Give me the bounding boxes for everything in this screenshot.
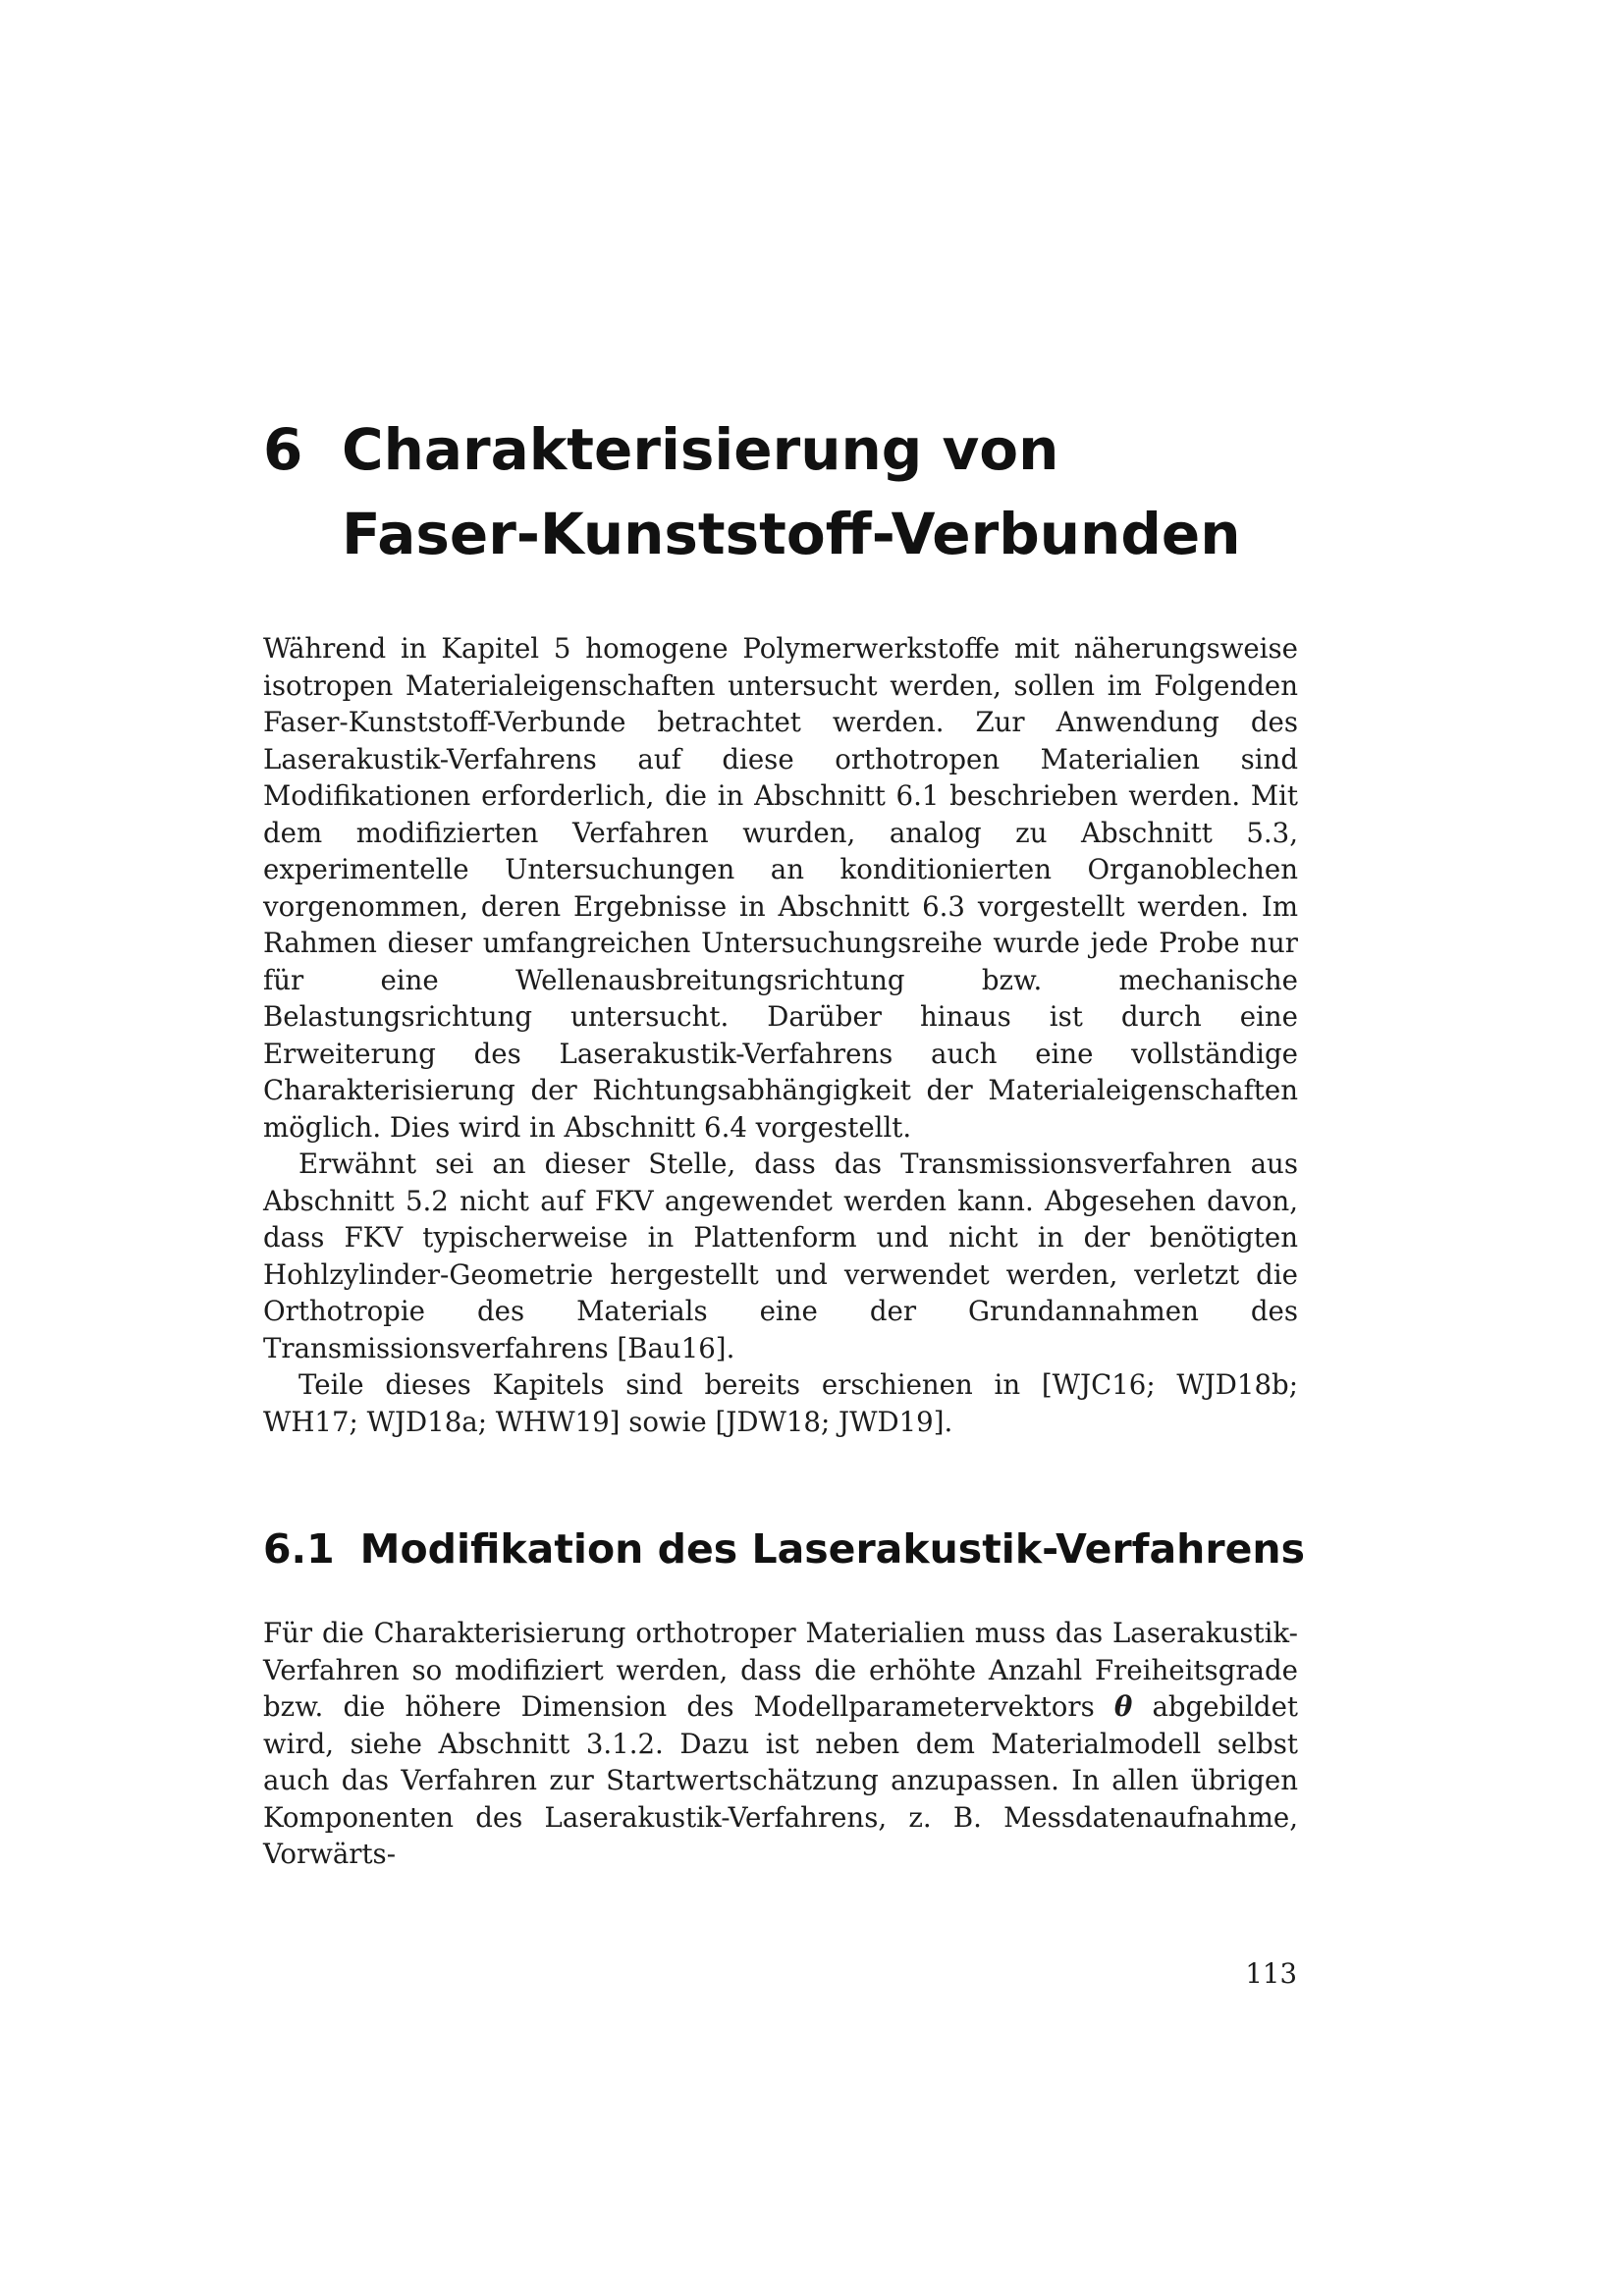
section-title: Modifikation des Laserakustik-Verfahrens (359, 1525, 1305, 1573)
chapter-title (342, 407, 1304, 576)
intro-paragraph-3: Teile dieses Kapitels sind bereits erschienen in [WJC16; WJD18b; WH17; WJD18a; WHW19] sowie [JDW18; JWD19]. (263, 1368, 1298, 1438)
chapter-intro (263, 630, 1298, 1440)
chapter-title-line-1: Charakterisierung von (342, 416, 1059, 483)
chapter-number: 6 (263, 416, 303, 483)
section-text-part-1: Für die Charakterisierung orthotroper Materialien muss das Laserakustik-Verfahren so modifiziert werden, dass die erhöhte Anzahl Freiheitsgrade bzw. die höhere Dimension des Modellparametervektors (263, 1617, 1298, 1723)
chapter-title-line-2: Faser-Kunststoff-Verbunden (342, 501, 1241, 567)
theta-symbol: θ (1113, 1690, 1133, 1723)
chapter-heading (263, 407, 1343, 576)
section-text-part-2: abgebildet wird, siehe Abschnitt 3.1.2. Dazu ist neben dem Materialmodell selbst auch das Verfahren zur Startwertschätzung anzupassen. In allen übrigen Komponenten des Laserakustik-Verfahrens, z. B. Messdatenaufnahme, Vorwärts- (263, 1690, 1298, 1870)
section-body (263, 1615, 1298, 1873)
section-paragraph-1 (263, 1615, 1298, 1873)
section-number: 6.1 (263, 1525, 335, 1573)
section-heading (263, 1522, 1305, 1576)
intro-paragraph-2: Erwähnt sei an dieser Stelle, dass das Transmissionsverfahren aus Abschnitt 5.2 nicht auf FKV angewendet werden kann. Abgesehen davon, dass FKV typischerweise in Plattenform und nicht in der benötigten Hohlzylinder-Geometrie hergestellt und verwendet werden, verletzt die Orthotropie des Materials eine der Grundannahmen des Transmissionsverfahrens [Bau16]. (263, 1148, 1298, 1364)
intro-paragraph-1: Während in Kapitel 5 homogene Polymerwerkstoffe mit näherungsweise isotropen Materialeigenschaften untersucht werden, sollen im Folgenden Faser-Kunststoff-Verbunde betrachtet werden. Zur Anwendung des Laserakustik-Verfahrens auf diese orthotropen Materialien sind Modifikationen erforderlich, die in Abschnitt 6.1 beschrieben werden. Mit dem modifizierten Verfahren wurden, analog zu Abschnitt 5.3, experimentelle Untersuchungen an konditionierten Organoblechen vorgenommen, deren Ergebnisse in Abschnitt 6.3 vorgestellt werden. Im Rahmen dieser umfangreichen Untersuchungsreihe wurde jede Probe nur für eine Wellenausbreitungsrichtung bzw. mechanische Belastungsrichtung untersucht. Darüber hinaus ist durch eine Erweiterung des Laserakustik-Verfahrens auch eine vollständige Charakterisierung der Richtungsabhängigkeit der Materialeigenschaften möglich. Dies wird in Abschnitt 6.4 vorgestellt. (263, 632, 1298, 1144)
page-number: 113 (1245, 1957, 1297, 1990)
